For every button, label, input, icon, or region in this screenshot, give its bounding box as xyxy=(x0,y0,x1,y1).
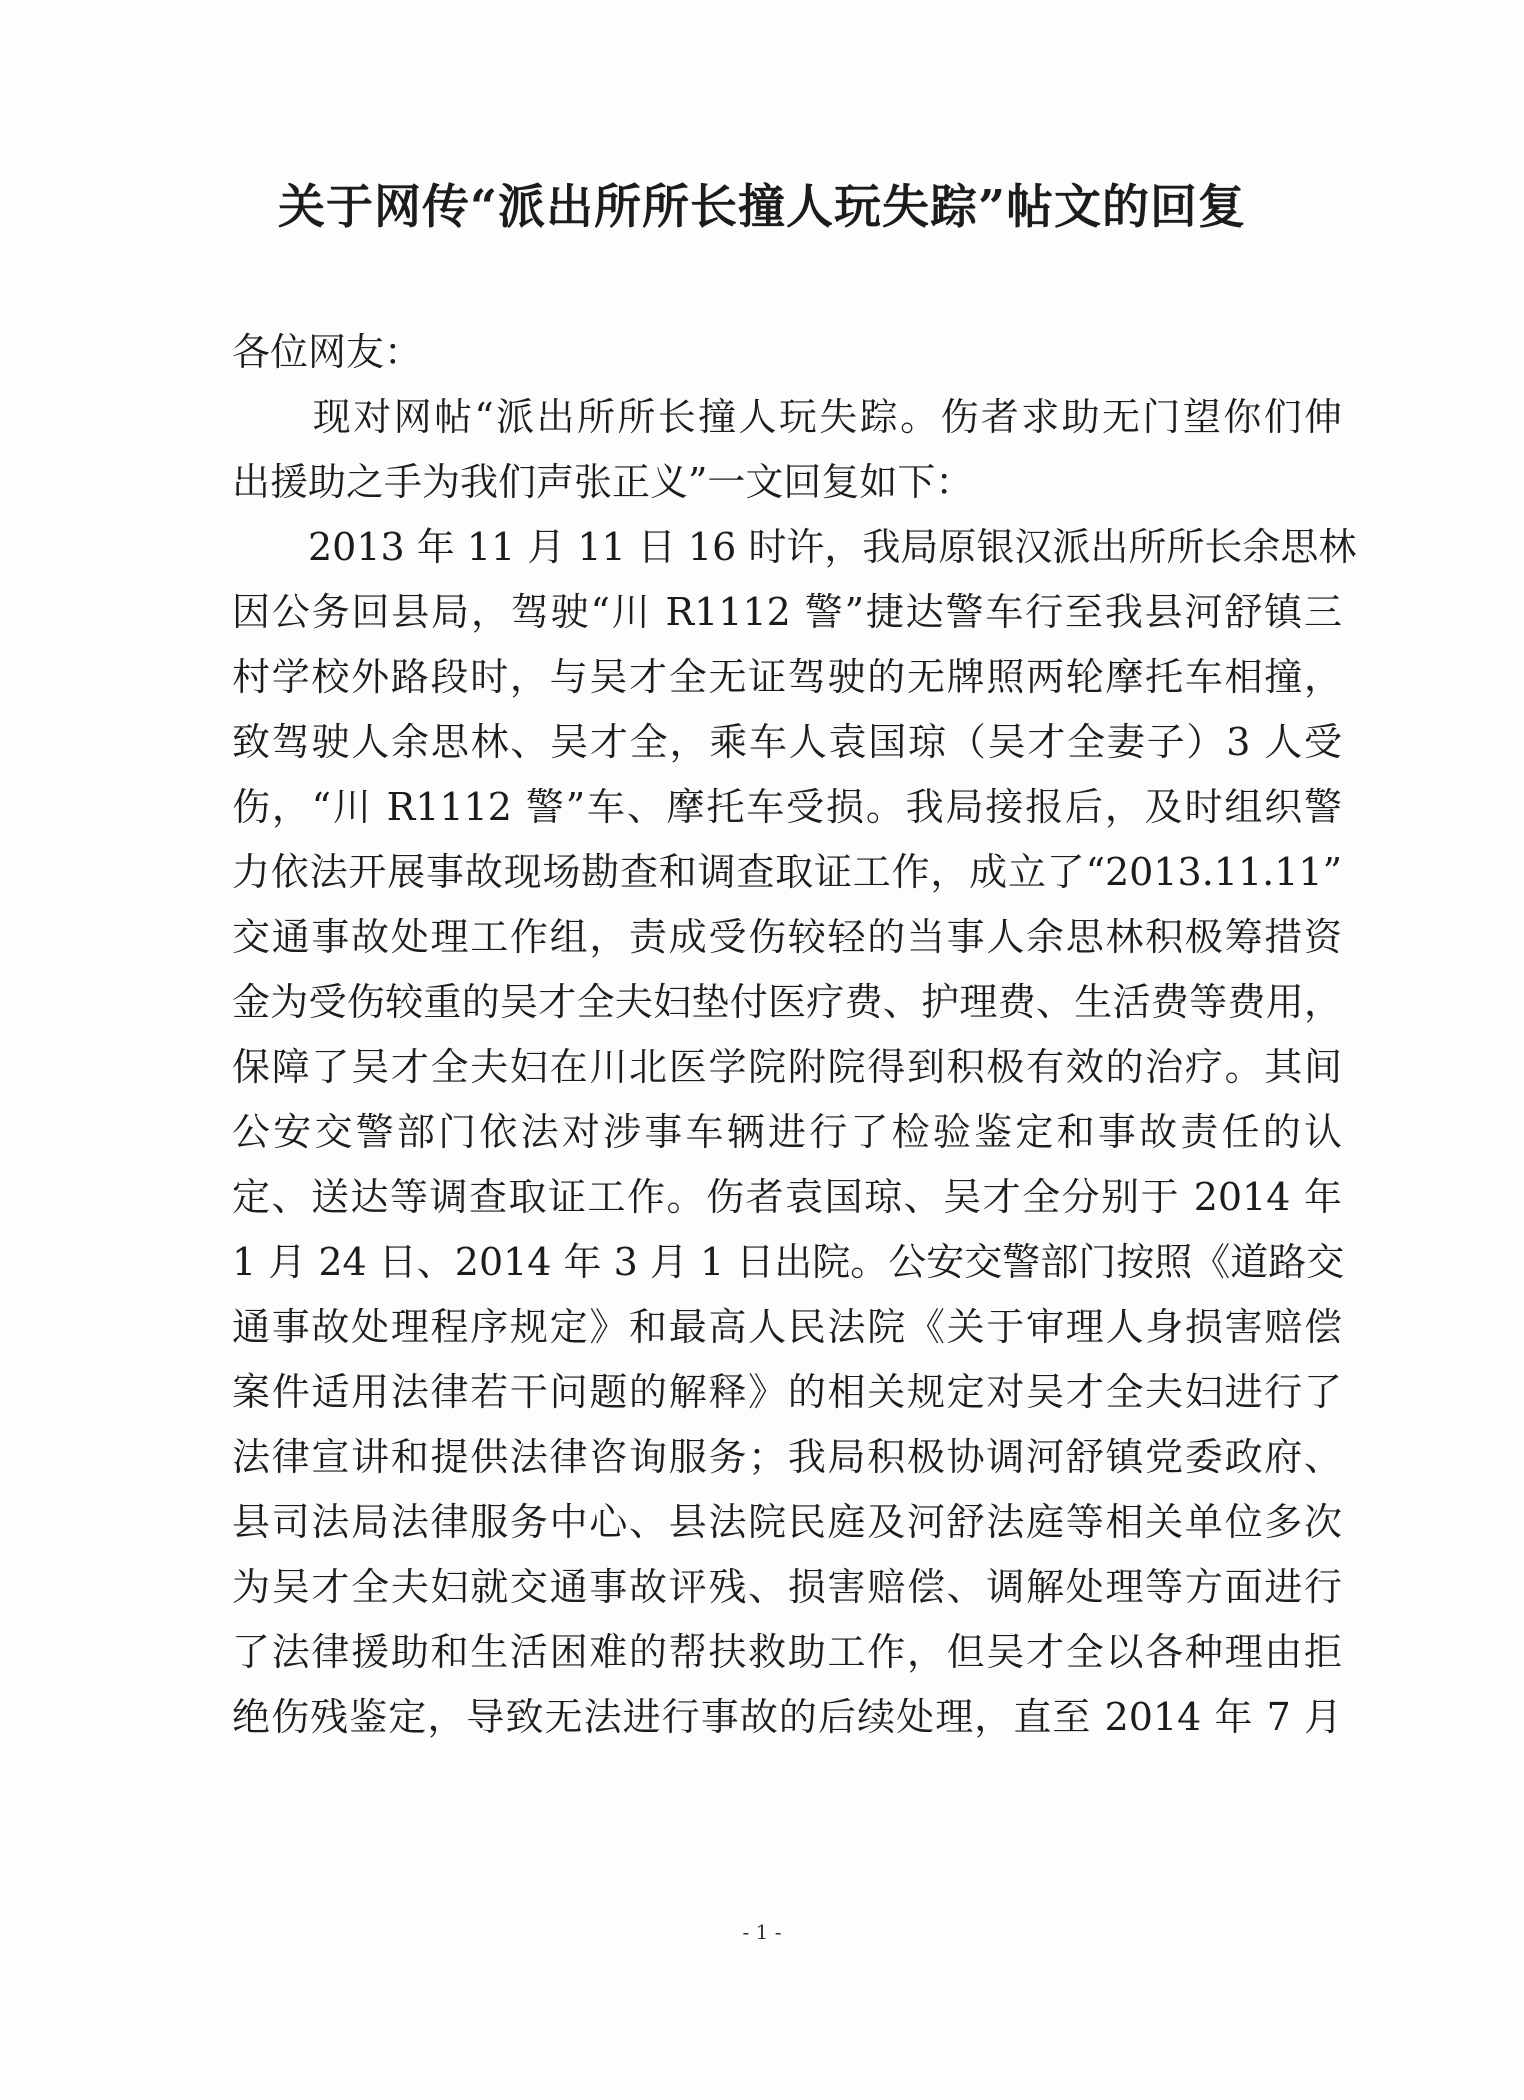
body-line: 为吴才全夫妇就交通事故评残、损害赔偿、调解处理等方面进行 xyxy=(232,1565,1342,1609)
document-title: 关于网传“派出所所长撞人玩失踪”帖文的回复 xyxy=(277,180,1247,235)
page-number: - 1 - xyxy=(742,1920,782,1944)
body-line: 出援助之手为我们声张正义”一文回复如下： xyxy=(232,460,974,504)
salutation-line: 各位网友： xyxy=(232,330,423,374)
body-line: 法律宣讲和提供法律咨询服务；我局积极协调河舒镇党委政府、 xyxy=(232,1435,1342,1479)
body-line: 现对网帖“派出所所长撞人玩失踪。伤者求助无门望你们伸 xyxy=(232,395,1342,439)
body-line: 绝伤残鉴定，导致无法进行事故的后续处理，直至 2014 年 7 月 xyxy=(232,1695,1342,1739)
body-line: 2013 年 11 月 11 日 16 时许，我局原银汉派出所所长余思林 xyxy=(232,525,1357,569)
body-line: 公安交警部门依法对涉事车辆进行了检验鉴定和事故责任的认 xyxy=(232,1110,1342,1154)
body-line: 力依法开展事故现场勘查和调查取证工作，成立了“2013.11.11” xyxy=(232,850,1342,894)
body-line: 1 月 24 日、2014 年 3 月 1 日出院。公安交警部门按照《道路交 xyxy=(232,1240,1345,1284)
document-body xyxy=(232,320,1357,1750)
body-line: 致驾驶人余思林、吴才全，乘车人袁国琼（吴才全妻子）3 人受 xyxy=(232,720,1342,764)
body-line: 县司法局法律服务中心、县法院民庭及河舒法庭等相关单位多次 xyxy=(232,1500,1342,1544)
body-line: 通事故处理程序规定》和最高人民法院《关于审理人身损害赔偿 xyxy=(232,1305,1342,1349)
body-line: 定、送达等调查取证工作。伤者袁国琼、吴才全分别于 2014 年 xyxy=(232,1175,1342,1219)
body-line: 因公务回县局，驾驶“川 R1112 警”捷达警车行至我县河舒镇三 xyxy=(232,590,1342,634)
body-line: 金为受伤较重的吴才全夫妇垫付医疗费、护理费、生活费等费用， xyxy=(232,980,1342,1024)
body-line: 了法律援助和生活困难的帮扶救助工作，但吴才全以各种理由拒 xyxy=(232,1630,1342,1674)
body-line: 保障了吴才全夫妇在川北医学院附院得到积极有效的治疗。其间 xyxy=(232,1045,1342,1089)
body-line: 伤，“川 R1112 警”车、摩托车受损。我局接报后，及时组织警 xyxy=(232,785,1342,829)
body-line: 案件适用法律若干问题的解释》的相关规定对吴才全夫妇进行了 xyxy=(232,1370,1342,1414)
body-line: 村学校外路段时，与吴才全无证驾驶的无牌照两轮摩托车相撞， xyxy=(232,655,1342,699)
body-line: 交通事故处理工作组，责成受伤较轻的当事人余思林积极筹措资 xyxy=(232,915,1342,959)
